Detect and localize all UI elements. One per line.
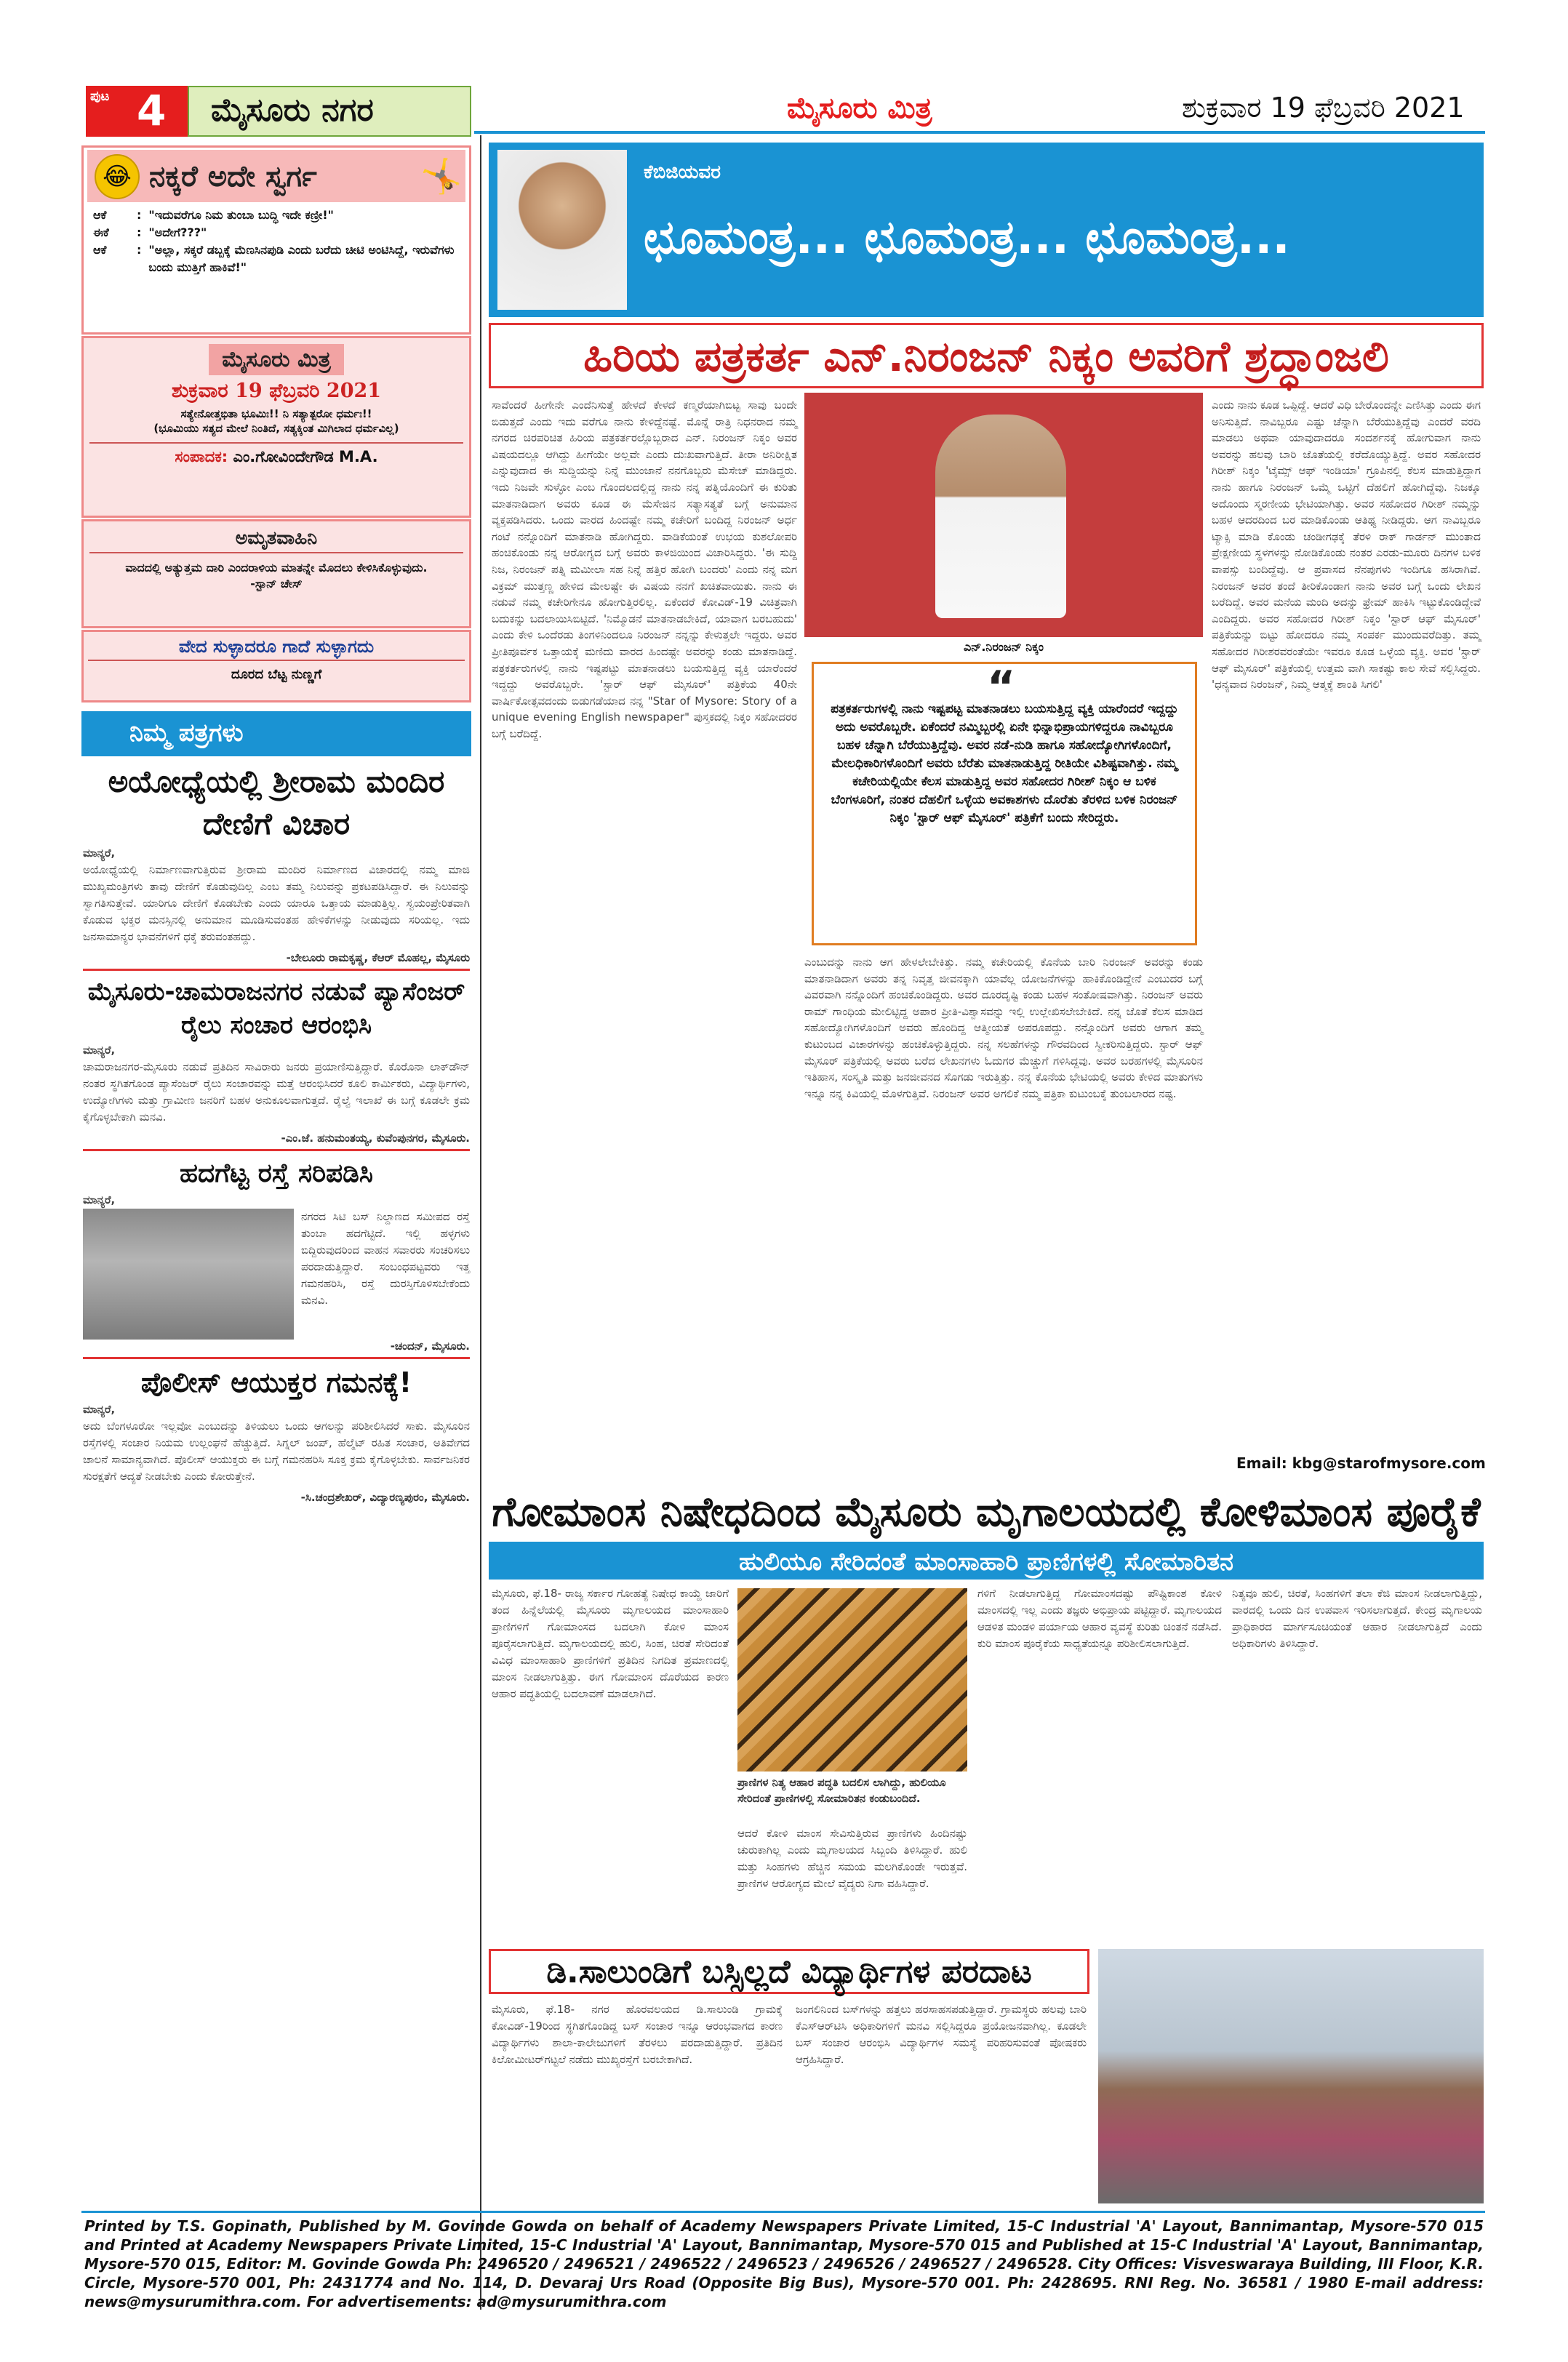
zoo-col-4 [1232, 1585, 1482, 1658]
proverb-text: ದೂರದ ಬೆಟ್ಟ ನುಣ್ಣಗೆ [231, 667, 322, 682]
quote-mark-icon: “ [987, 662, 1016, 713]
masthead-rule [474, 131, 1485, 134]
letter-title: ಹದಗೆಟ್ಟ ರಸ್ತೆ ಸರಿಪಡಿಸಿ [180, 1158, 373, 1188]
letter-road-block [83, 1209, 470, 1340]
letter-body: ನಗರದ ಸಿಟಿ ಬಸ್ ನಿಲ್ದಾಣದ ಸಮೀಪದ ರಸ್ತೆ ತುಂಬಾ ಹದಗೆಟ್ಟಿದೆ. ಇಲ್ಲಿ ಹಳ್ಳಗಳು ಬಿದ್ದಿರುವುದರಿಂದ ವಾಹನ ಸವಾರರು ಸಂಚರಿಸಲು ಪರದಾಡುತ್ತಿದ್ದಾರೆ. ಸಂಬಂಧಪಟ್ಟವರು ಇತ್ತ ಗಮನಹರಿಸಿ, ರಸ್ತೆ ದುರಸ್ತಿಗೊಳಿಸಬೇಕೆಂದು ಮನವಿ. [301, 1210, 470, 1307]
article-text: ನಿತ್ಯವೂ ಹುಲಿ, ಚಿರತೆ, ಸಿಂಹಗಳಿಗೆ ತಲಾ ಕೆಜಿ ಮಾಂಸ ನೀಡಲಾಗುತ್ತಿದ್ದು, ವಾರದಲ್ಲಿ ಒಂದು ದಿನ ಉಪವಾಸ ಇರಿಸಲಾಗುತ್ತದೆ. ಕೇಂದ್ರ ಮೃಗಾಲಯ ಪ್ರಾಧಿಕಾರದ ಮಾರ್ಗಸೂಚಿಯಂತೆ ಆಹಾರ ನೀಡಲಾಗುತ್ತಿದೆ ಎಂದು ಅಧಿಕಾರಿಗಳು ತಿಳಿಸಿದ್ದಾರೆ. [1232, 1587, 1482, 1650]
letters-tab [81, 711, 471, 756]
columnist-byline: ಕೆಬಿಜಿಯವರ [644, 161, 721, 183]
humor-line: ಈಕೆ : "ಅದೇಗೆ???" [93, 225, 207, 239]
amruta-author: -ಸ್ಟಾನ್ ಚೇಸ್ [250, 577, 303, 590]
article-text: ಎಂದು ನಾನು ಕೂಡ ಒಪ್ಪಿದ್ದೆ. ಆದರೆ ವಿಧಿ ಬೇರೊಂದನ್ನೇ ಎಣಿಸಿತ್ತು ಎಂದು ಈಗ ಅನಿಸುತ್ತಿದೆ. ನಾವಿಬ್ಬರೂ ಎಷ್ಟು ಚೆನ್ನಾಗಿ ಬೆರೆಯುತ್ತಿದ್ದೆವು ಎಂದರೆ ವರದಿ ಮಾಡಲು ಅಥವಾ ಯಾವುದಾದರೂ ಸಂದರ್ಶನಕ್ಕೆ ಹೋಗುವಾಗ ನಾನು ಅವರನ್ನು ಹಲವು ಬಾರಿ ಜೊತೆಯಲ್ಲಿ ಕರೆದೊಯ್ಯುತ್ತಿದ್ದೆ. ಅವರ ಸಹೋದರ ಗಿರೀಶ್ ನಿಕ್ಕಂ 'ಟೈಮ್ಸ್ ಆಫ್ ಇಂಡಿಯಾ' ಗ್ರೂಪಿನಲ್ಲಿ ಕೆಲಸ ಮಾಡುತ್ತಿದ್ದಾಗ ನಾನು ಹಾಗೂ ನಿರಂಜನ್ ಒಮ್ಮೆ ಒಟ್ಟಿಗೆ ದೆಹಲಿಗೆ ಹೋಗಿದ್ದೆವು. ನಿಜಕ್ಕೂ ಅದೊಂದು ಸ್ಮರಣೀಯ ಭೇಟಿಯಾಗಿತ್ತು. ಅವರ ಸಹೋದರ ಗಿರೀಶ್ ನಮ್ಮನ್ನು ಬಹಳ ಆದರದಿಂದ ಬರ ಮಾಡಿಕೊಂಡು ಆತಿಥ್ಯ ನೀಡಿದ್ದರು. ಆಗ ನಾವಿಬ್ಬರೂ ಟ್ಯಾಕ್ಸಿ ಮಾಡಿ ಕೊಂಡು ಚಂಡೀಗಢಕ್ಕೆ ತೆರಳಿ ರಾಕ್ ಗಾರ್ಡನ್ ಮುಂತಾದ ಪ್ರೇಕ್ಷಣೀಯ ಸ್ಥಳಗಳನ್ನು ನೋಡಿಕೊಂಡು ನಂತರ ಎರಡು-ಮೂರು ದಿನಗಳ ಬಳಿಕ ವಾಪಸ್ಸು ಬಂದಿದ್ದೆವು. ಆ ಪ್ರವಾಸದ ನೆನಪುಗಳು ಇಂದಿಗೂ ಹಸಿರಾಗಿವೆ. ನಿರಂಜನ್ ಅವರ ತಂದೆ ತೀರಿಕೊಂಡಾಗ ನಾನು ಅವರ ಬಗ್ಗೆ ಒಂದು ಲೇಖನ ಬರೆದಿದ್ದೆ. ಅವರ ಮನೆಯ ಮಂದಿ ಅದನ್ನು ಫ್ರೇಮ್ ಹಾಕಿಸಿ ಇಟ್ಟುಕೊಂಡಿದ್ದೇವೆ ಎಂದಿದ್ದರು. ಅವರ ಸಹೋದರ ಗಿರೀಶ್ ನಿಕ್ಕಂ 'ಸ್ಟಾರ್ ಆಫ್ ಮೈಸೂರ್' ಪತ್ರಿಕೆಯನ್ನು ಬಿಟ್ಟು ಹೋದರೂ ನಮ್ಮ ಸಂಪರ್ಕ ಮುಂದುವರೆದಿತ್ತು. ತಮ್ಮ ಸಹೋದರ ಗಿರೀಶರವರಂತೆಯೇ ಇವರೂ ಕೂಡ ಒಳ್ಳೆಯ ವ್ಯಕ್ತಿ. ಅವರ 'ಸ್ಟಾರ್ ಆಫ್ ಮೈಸೂರ್' ಪತ್ರಿಕೆಯಲ್ಲಿ ಉತ್ತಮ ವಾಗಿ ಸಾಕಷ್ಟು ಕಾಲ ಸೇವೆ ಸಲ್ಲಿಸಿದ್ದರು. 'ಧನ್ಯವಾದ ನಿರಂಜನ್, ನಿಮ್ಮ ಆತ್ಮಕ್ಕೆ ಶಾಂತಿ ಸಿಗಲಿ' [1212, 399, 1481, 692]
pull-quote: ಪತ್ರಕರ್ತರುಗಳಲ್ಲಿ ನಾನು ಇಷ್ಟಪಟ್ಟ ಮಾತನಾಡಲು ಬಯಸುತ್ತಿದ್ದ ವ್ಯಕ್ತಿ ಯಾರೆಂದರೆ ಇದ್ದದ್ದು ಅದು ಅವರೊಬ್ಬರೇ. ಏಕೆಂದರೆ ನಮ್ಮಿಬ್ಬರಲ್ಲಿ ಏನೇ ಭಿನ್ನಾಭಿಪ್ರಾಯಗಳಿದ್ದರೂ ನಾವಿಬ್ಬರೂ ಬಹಳ ಚೆನ್ನಾಗಿ ಬೆರೆಯುತ್ತಿದ್ದೆವು. ಅವರ ನಡೆ-ನುಡಿ ಹಾಗೂ ಸಹೋದ್ಯೋಗಿಗಳೊಂದಿಗೆ, ಮೇಲಧಿಕಾರಿಗಳೊಂದಿಗೆ ಅವರು ಬೆರೆತು ಮಾತನಾಡುತ್ತಿದ್ದ ರೀತಿಯೇ ವಿಶಿಷ್ಟವಾಗಿತ್ತು. ನಮ್ಮ ಕಚೇರಿಯಲ್ಲಿಯೇ ಕೆಲಸ ಮಾಡುತ್ತಿದ್ದ ಅವರ ಸಹೋದರ ಗಿರೀಶ್ ನಿಕ್ಕಂ ಆ ಬಳಿಕ ಬೆಂಗಳೂರಿಗೆ, ನಂತರ ದೆಹಲಿಗೆ ಒಳ್ಳೆಯ ಅವಕಾಶಗಳು ದೊರೆತು ತೆರಳಿದ ಬಳಿಕ ನಿರಂಜನ್ ನಿಕ್ಕಂ 'ಸ್ಟಾರ್ ಆಫ್ ಮೈಸೂರ್' ಪತ್ರಿಕೆಗೆ ಬಂದು ಸೇರಿದ್ದರು. [831, 702, 1178, 825]
article-text: ಮೈಸೂರು, ಫೆ.18- ರಾಜ್ಯ ಸರ್ಕಾರ ಗೋಹತ್ಯೆ ನಿಷೇಧ ಕಾಯ್ದೆ ಜಾರಿಗೆ ತಂದ ಹಿನ್ನೆಲೆಯಲ್ಲಿ ಮೈಸೂರು ಮೃಗಾಲಯದ ಮಾಂಸಾಹಾರಿ ಪ್ರಾಣಿಗಳಿಗೆ ಗೋಮಾಂಸದ ಬದಲಾಗಿ ಕೋಳಿ ಮಾಂಸ ಪೂರೈಸಲಾಗುತ್ತಿದೆ. ಮೃಗಾಲಯದಲ್ಲಿ ಹುಲಿ, ಸಿಂಹ, ಚಿರತೆ ಸೇರಿದಂತೆ ವಿವಿಧ ಮಾಂಸಾಹಾರಿ ಪ್ರಾಣಿಗಳಿಗೆ ಪ್ರತಿದಿನ ನಿಗದಿತ ಪ್ರಮಾಣದಲ್ಲಿ ಮಾಂಸ ನೀಡಲಾಗುತ್ತಿತ್ತು. ಈಗ ಗೋಮಾಂಸ ದೊರೆಯದ ಕಾರಣ ಆಹಾರ ಪದ್ಧತಿಯಲ್ಲಿ ಬದಲಾವಣೆ ಮಾಡಲಾಗಿದೆ. [492, 1587, 729, 1700]
column-text-3 [1212, 397, 1481, 699]
zoo-subhead: ಹುಲಿಯೂ ಸೇರಿದಂತೆ ಮಾಂಸಾಹಾರಿ ಪ್ರಾಣಿಗಳಲ್ಲಿ ಸೋಮಾರಿತನ [738, 1548, 1234, 1577]
letter-title: ಪೊಲೀಸ್ ಆಯುಕ್ತರ ಗಮನಕ್ಕೆ! [140, 1366, 412, 1398]
letter-signature: -ಸಿ.ಚಂದ್ರಶೇಖರ್, ವಿದ್ಯಾರಣ್ಯಪುರಂ, ಮೈಸೂರು. [300, 1491, 470, 1504]
letter-salutation: ಮಾನ್ಯರೆ, [83, 846, 116, 860]
zoo-col-1 [492, 1585, 729, 1708]
columnist-photo [497, 150, 627, 310]
article-text: ಗಳಿಗೆ ನೀಡಲಾಗುತ್ತಿದ್ದ ಗೋಮಾಂಸದಷ್ಟು ಪೌಷ್ಟಿಕಾಂಶ ಕೋಳಿ ಮಾಂಸದಲ್ಲಿ ಇಲ್ಲ ಎಂದು ತಜ್ಞರು ಅಭಿಪ್ರಾಯ ಪಟ್ಟಿದ್ದಾರೆ. ಮೃಗಾಲಯದ ಆಡಳಿತ ಮಂಡಳಿ ಪರ್ಯಾಯ ಆಹಾರ ವ್ಯವಸ್ಥೆ ಕುರಿತು ಚಿಂತನೆ ನಡೆಸಿದೆ. ಕುರಿ ಮಾಂಸ ಪೂರೈಕೆಯ ಸಾಧ್ಯತೆಯನ್ನೂ ಪರಿಶೀಲಿಸಲಾಗುತ್ತಿದೆ. [977, 1587, 1222, 1650]
tiger-photo [737, 1588, 967, 1772]
masthead [0, 0, 1568, 135]
article-text: ಸಾವೆಂದರೆ ಹೀಗೇನೇ ಎಂದೆನಿಸುತ್ತೆ ಹೇಳದೆ ಕೇಳದೆ ಕಣ್ಮರೆಯಾಗಿಬಿಟ್ಟ ಸಾವು ಬಂದೇ ಬಿಡುತ್ತದೆ ಎಂದು ಇದು ವರೆಗೂ ನಾನು ಕೇಳಿದ್ದೆನಷ್ಟೆ. ಮೊನ್ನೆ ರಾತ್ರಿ ನಿಧನರಾದ ನಮ್ಮ ನಗರದ ಚಿರಪರಿಚಿತ ಹಿರಿಯ ಪತ್ರಕರ್ತರಲ್ಲೊಬ್ಬರಾದ ಎನ್. ನಿರಂಜನ್ ನಿಕ್ಕಂ ಅವರ ವಿಷಯದಲ್ಲೂ ಆಗಿದ್ದು ಹೀಗೆಯೇ ಅಲ್ಲವೇ ಎಂದು ದುಃಖವಾಗುತ್ತಿದೆ. ತೀರಾ ಅನಿರೀಕ್ಷಿತ ಎನ್ನುವುದಾದ ಈ ಸುದ್ದಿಯನ್ನು ನಿನ್ನೆ ಮುಂಜಾನೆ ನನಗೊಬ್ಬರು ಮೆಸೇಜ್ ಮಾಡಿದ್ದರು. ಇದು ನಿಜವೇ ಸುಳ್ಳೋ ಎಂಬ ಗೊಂದಲದಲ್ಲಿದ್ದ ನಾನು ನನ್ನ ಪತ್ನಿಯೊಂದಿಗೆ ಈ ಕುರಿತು ಮಾತನಾಡಿದಾಗ ಅವರು ಕೂಡ ಈ ಮೆಸೇಜಿನ ಸತ್ಯಾಸತ್ಯತೆ ಬಗ್ಗೆ ಅನುಮಾನ ವ್ಯಕ್ತಪಡಿಸಿದರು. ಒಂದು ವಾರದ ಹಿಂದಷ್ಟೇ ನಮ್ಮ ಕಚೇರಿಗೆ ಬಂದಿದ್ದ ನಿರಂಜನ್ ಅರ್ಧ ಗಂಟೆ ನನ್ನೊಂದಿಗೆ ಮಾತನಾಡಿ ಹೋಗಿದ್ದರು. ವಾಡಿಕೆಯಂತೆ ಉಭಯ ಕುಶಲೋಪರಿ ಹಂಚಿಕೊಂಡು ನನ್ನ ಆರೋಗ್ಯದ ಬಗ್ಗೆ ಅವರು ಕಾಳಜಿಯಿಂದ ವಿಚಾರಿಸಿದ್ದರು. 'ಈ ಸುದ್ದಿ ನಿಜ, ನಿರಂಜನ್ ಪತ್ನಿ ಮಮೀಲಾ ಸಹ ನಿನ್ನೆ ಹತ್ತಿರ ಹೋಗಿ ಬಂದರು' ಎಂದು ನನ್ನ ಮಗ ವಿಕ್ರಮ್ ಮುತ್ತಣ್ಣ ಹೇಳಿದ ಮೇಲಷ್ಟೇ ಈ ವಿಷಯ ನನಗೆ ಖಚಿತವಾಯಿತು. ನಾನು ಈ ನಡುವೆ ನಮ್ಮ ಕಚೇರಿಗೇನೂ ಹೋಗುತ್ತಿರಲಿಲ್ಲ. ಏಕೆಂದರೆ ಕೋವಿಡ್-19 ವಿಚಿತ್ರವಾಗಿ ಬದುಕನ್ನು ಬದಲಾಯಿಸಿಬಿಟ್ಟಿದೆ. 'ನಿಮ್ಮೊಡನೆ ಮಾತನಾಡಬೇಕಿದೆ, ಯಾವಾಗ ಬರಬಹುದು' ಎಂದು ಕೇಳಿ ಒಂದೆರಡು ತಿಂಗಳಿನಿಂದಲೂ ನಿರಂಜನ್ ನನ್ನನ್ನು ಕೇಳುತ್ತಲೇ ಇದ್ದರು. ಅವರ ಪ್ರೀತಿಪೂರ್ವಕ ಒತ್ತಾಯಕ್ಕೆ ಮಣಿದು ವಾರದ ಹಿಂದಷ್ಟೇ ಅವರನ್ನು ಕಂಡು ಮಾತನಾಡಿದ್ದೆ. ಪತ್ರಕರ್ತರುಗಳಲ್ಲಿ ನಾನು ಇಷ್ಟಪಟ್ಟು ಮಾತನಾಡಲು ಬಯಸುತ್ತಿದ್ದ ವ್ಯಕ್ತಿ ಯಾರೆಂದರೆ ಇದ್ದದ್ದು ಅವರೊಬ್ಬರೇ. 'ಸ್ಟಾರ್ ಆಫ್ ಮೈಸೂರ್' ಪತ್ರಿಕೆಯ 40ನೇ ವಾರ್ಷಿಕೋತ್ಸವದಂದು ಬಿಡುಗಡೆಯಾದ ನನ್ನ "Star of Mysore: Story of a unique evening English newspaper" ಪುಸ್ತಕದಲ್ಲಿ ನಿಕ್ಕಂ ಸಹೋದರರ ಬಗ್ಗೆ ಬರೆದಿದ್ದೆ. [492, 399, 797, 740]
article-text: ಆದರೆ ಕೋಳಿ ಮಾಂಸ ಸೇವಿಸುತ್ತಿರುವ ಪ್ರಾಣಿಗಳು ಹಿಂದಿನಷ್ಟು ಚುರುಕಾಗಿಲ್ಲ ಎಂದು ಮೃಗಾಲಯದ ಸಿಬ್ಬಂದಿ ತಿಳಿಸಿದ್ದಾರೆ. ಹುಲಿ ಮತ್ತು ಸಿಂಹಗಳು ಹೆಚ್ಚಿನ ಸಮಯ ಮಲಗಿಕೊಂಡೇ ಇರುತ್ತವೆ. ಪ್ರಾಣಿಗಳ ಆರೋಗ್ಯದ ಮೇಲೆ ವೈದ್ಯರು ನಿಗಾ ವಹಿಸಿದ್ದಾರೆ. [737, 1827, 967, 1890]
proverb-box [81, 630, 471, 702]
column-email: Email: kbg@starofmysore.com [1236, 1454, 1486, 1472]
editorial-logo: ಮೈಸೂರು ಮಿತ್ರ [209, 344, 344, 375]
editor-line [89, 442, 463, 466]
page-number-box [86, 86, 188, 137]
tiger-caption: ಪ್ರಾಣಿಗಳ ನಿತ್ಯ ಆಹಾರ ಪದ್ಧತಿ ಬದಲಿಸ ಲಾಗಿದ್ದು, ಹುಲಿಯೂ ಸೇರಿದಂತೆ ಪ್ರಾಣಿಗಳಲ್ಲಿ ಸೋಮಾರಿತನ ಕಂಡುಬಂದಿದೆ. [737, 1776, 946, 1805]
laughing-face-icon: 😂 [95, 154, 140, 199]
divider [83, 1357, 470, 1359]
letters-column [83, 761, 470, 1504]
letters-tab-label: ನಿಮ್ಮ ಪತ್ರಗಳು [129, 718, 244, 748]
letter-title: ಮೈಸೂರು-ಚಾಮರಾಜನಗರ ನಡುವೆ ಪ್ಯಾಸೆಂಜರ್ ರೈಲು ಸಂಚಾರ ಆರಂಭಿಸಿ [87, 977, 465, 1040]
letter-body: ಅದು ಬೆಂಗಳೂರೋ ಇಲ್ಲವೋ ಎಂಬುದನ್ನು ತಿಳಿಯಲು ಒಂದು ಆಗಲನ್ನು ಪರಿಶೀಲಿಸಿದರೆ ಸಾಕು. ಮೈಸೂರಿನ ರಸ್ತೆಗಳಲ್ಲಿ ಸಂಚಾರ ನಿಯಮ ಉಲ್ಲಂಘನೆ ಹೆಚ್ಚುತ್ತಿದೆ. ಸಿಗ್ನಲ್ ಜಂಪ್, ಹೆಲ್ಮೆಟ್ ರಹಿತ ಸಂಚಾರ, ಅತಿವೇಗದ ಚಾಲನೆ ಸಾಮಾನ್ಯವಾಗಿದೆ. ಪೊಲೀಸ್ ಆಯುಕ್ತರು ಈ ಬಗ್ಗೆ ಗಮನಹರಿಸಿ ಸೂಕ್ತ ಕ್ರಮ ಕೈಗೊಳ್ಳಬೇಕು. ಸಾರ್ವಜನಿಕರ ಸುರಕ್ಷತೆಗೆ ಆದ್ಯತೆ ನೀಡಬೇಕು ಎಂದು ಕೋರುತ್ತೇನೆ. [83, 1420, 470, 1483]
cartoon-figure-icon: 🤸 [420, 156, 463, 196]
subject-photo-face [935, 415, 1066, 618]
column-headline: ಹಿರಿಯ ಪತ್ರಕರ್ತ ಎನ್.ನಿರಂಜನ್ ನಿಕ್ಕಂ ಅವರಿಗೆ ಶ್ರದ್ಧಾಂಜಲಿ [583, 332, 1389, 381]
humor-title: ನಕ್ಕರೆ ಅದೇ ಸ್ವರ್ಗ [149, 160, 317, 193]
divider [83, 1149, 470, 1151]
subject-photo [804, 393, 1203, 637]
column-rule [480, 135, 481, 2310]
footer-rule [81, 2211, 1485, 2213]
page-number: 4 [137, 86, 167, 135]
editorial-motto-meaning: (ಭೂಮಿಯು ಸತ್ಯದ ಮೇಲೆ ನಿಂತಿದೆ, ಸತ್ಯಕ್ಕಿಂತ ಮಿಗಿಲಾದ ಧರ್ಮವಿಲ್ಲ) [153, 422, 399, 435]
editorial-date: ಶುಕ್ರವಾರ 19 ಫೆಬ್ರವರಿ 2021 [171, 380, 382, 402]
article-text: ಜಂಗಲಿನಿಂದ ಬಸ್‌ಗಳನ್ನು ಹತ್ತಲು ಹರಸಾಹಸಪಡುತ್ತಿದ್ದಾರೆ. ಗ್ರಾಮಸ್ಥರು ಹಲವು ಬಾರಿ ಕೆಎಸ್‌ಆರ್‌ಟಿಸಿ ಅಧಿಕಾರಿಗಳಿಗೆ ಮನವಿ ಸಲ್ಲಿಸಿದ್ದರೂ ಪ್ರಯೋಜನವಾಗಿಲ್ಲ. ಕೂಡಲೇ ಬಸ್ ಸಂಚಾರ ಆರಂಭಿಸಿ ವಿದ್ಯಾರ್ಥಿಗಳ ಸಮಸ್ಯೆ ಪರಿಹರಿಸುವಂತೆ ಪೋಷಕರು ಆಗ್ರಹಿಸಿದ್ದಾರೆ. [796, 2003, 1087, 2066]
letter-signature: -ಎಂ.ಜೆ. ಹನುಮಂತಯ್ಯ, ಕುವೆಂಪುನಗರ, ಮೈಸೂರು. [281, 1132, 470, 1145]
zoo-col-2 [737, 1825, 967, 1898]
letter-signature: -ಬೇಲೂರು ರಾಮಕೃಷ್ಣ, ಕೆಆರ್ ಮೊಹಲ್ಲ, ಮೈಸೂರು [286, 951, 470, 964]
letter-signature: -ಚಂದನ್, ಮೈಸೂರು. [390, 1340, 470, 1353]
letter-salutation: ಮಾನ್ಯರೆ, [83, 1403, 116, 1416]
letter-title: ಅಯೋಧ್ಯೆಯಲ್ಲಿ ಶ್ರೀರಾಮ ಮಂದಿರ ದೇಣಿಗೆ ವಿಚಾರ [108, 764, 445, 841]
editorial-motto: ಸತ್ಯೇನೋತ್ತಭಿತಾ ಭೂಮಿಃ!! ನಿ ಸತ್ಯಾತ್ಪರೋ ಧರ್ಮಃ!! [180, 407, 372, 420]
column-text-1 [492, 397, 797, 748]
imprint: Printed by T.S. Gopinath, Published by M. Govinde Gowda on behalf of Academy Newspapers Private Limited, 15-C Industrial 'A' Layout, Bannimantap, Mysore-570 015 and Printed at Academy Newspapers Private Limited, 15-C Industrial 'A' Layout, Bannimantap, Mysore-570 015 and Published at 15-C Industrial 'A' Layout, Bannimantap, Mysore-570 015, Editor: M. Govinde Gowda Ph: 2496520 / 2496521 / 2496522 / 2496523 / 2496526 / 2496527 / 2496528. City Offices: Visveswaraya Building, III Floor, K.R. Circle, Mysore-570 001, Ph: 2431774 and No. 114, D. Devaraj Urs Road (Opposite Big Bus), Mysore-570 001. Ph: 2428695. RNI Reg. No. 36581 / 1980 E-mail address: news@mysurumithra.com. For advertisements: ad@mysurumithra.com [84, 2217, 1484, 2310]
amruta-text: ವಾದದಲ್ಲಿ ಅತ್ಯುತ್ತಮ ದಾರಿ ಎಂದರಾಳಿಯ ಮಾತನ್ನೇ ಮೊದಲು ಕೇಳಿಸಿಕೊಳ್ಳುವುದು. [125, 561, 428, 575]
editor-name: ಎಂ.ಗೋವಿಂದೇಗೌಡ M.A. [233, 448, 378, 465]
zoo-headline: ಗೋಮಾಂಸ ನಿಷೇಧದಿಂದ ಮೈಸೂರು ಮೃಗಾಲಯದಲ್ಲಿ ಕೋಳಿಮಾಂಸ ಪೂರೈಕೆ [492, 1489, 1481, 1536]
road-photo [83, 1209, 294, 1340]
amruta-title: ಅಮೃತವಾಹಿನಿ [89, 527, 463, 553]
humor-line: ಆಕೆ : "ಇದುವರೆಗೂ ನಿಮ ತುಂಬಾ ಬುದ್ಧಿ ಇದೇ ಕಣ್ರೀ!" [93, 208, 335, 222]
divider [83, 969, 470, 971]
proverb-title: ವೇದ ಸುಳ್ಳಾದರೂ ಗಾದೆ ಸುಳ್ಳಾಗದು [88, 636, 465, 661]
bus-col-1 [492, 2001, 783, 2074]
article-text: ಎಂಬುದನ್ನು ನಾನು ಆಗ ಹೇಳಲೇಬೇಕಿತ್ತು. ನಮ್ಮ ಕಚೇರಿಯಲ್ಲಿ ಕೊನೆಯ ಬಾರಿ ನಿರಂಜನ್ ಅವರನ್ನು ಕಂಡು ಮಾತನಾಡಿದಾಗ ಅವರು ತನ್ನ ನಿವೃತ್ತ ಜೀವನಕ್ಕಾಗಿ ಯಾವೆಲ್ಲ ಯೋಜನೆಗಳನ್ನು ಹಾಕಿಕೊಂಡಿದ್ದೇನೆ ಎಂಬುದರ ಬಗ್ಗೆ ವಿವರವಾಗಿ ನನ್ನೊಂದಿಗೆ ಹಂಚಿಕೊಂಡಿದ್ದರು. ಅವರ ದೂರದೃಷ್ಟಿ ಕಂಡು ಬಹಳ ಸಂತೋಷವಾಗಿತ್ತು. ನಿರಂಜನ್ ಅವರು ರಾಮ್ ಗಾಂಧಿಯ ಮೇಲಿಟ್ಟಿದ್ದ ಅಪಾರ ಪ್ರೀತಿ-ವಿಶ್ವಾಸವನ್ನು ಇಲ್ಲಿ ಉಲ್ಲೇಖಿಸಲೇಬೇಕಿದೆ. ನನ್ನ ಜೊತೆ ಕೆಲಸ ಮಾಡಿದ ಸಹೋದ್ಯೋಗಿಗಳೊಂದಿಗೆ ಅವರು ಹೊಂದಿದ್ದ ಆತ್ಮೀಯತೆ ಅಪರೂಪದ್ದು. ನನ್ನೊಂದಿಗೆ ಅವರು ಆಗಾಗ ತಮ್ಮ ಕುಟುಂಬದ ವಿಚಾರಗಳನ್ನು ಹಂಚಿಕೊಳ್ಳುತ್ತಿದ್ದರು. ನನ್ನ ಸಲಹೆಗಳನ್ನು ಗೌರವದಿಂದ ಸ್ವೀಕರಿಸುತ್ತಿದ್ದರು. ಸ್ಟಾರ್ ಆಫ್ ಮೈಸೂರ್ ಪತ್ರಿಕೆಯಲ್ಲಿ ಅವರು ಬರೆದ ಲೇಖನಗಳು ಓದುಗರ ಮೆಚ್ಚುಗೆ ಗಳಿಸಿದ್ದವು. ಅವರ ಬರಹಗಳಲ್ಲಿ ಮೈಸೂರಿನ ಇತಿಹಾಸ, ಸಂಸ್ಕೃತಿ ಮತ್ತು ಜನಜೀವನದ ಸೊಗಡು ಇರುತ್ತಿತ್ತು. ನನ್ನ ಕೊನೆಯ ಭೇಟಿಯಲ್ಲಿ ಅವರು ಕೇಳಿದ ಮಾತುಗಳು ಇನ್ನೂ ನನ್ನ ಕಿವಿಯಲ್ಲಿ ಮೊಳಗುತ್ತಿವೆ. ನಿರಂಜನ್ ಅವರ ಅಗಲಿಕೆ ನಮ್ಮ ಪತ್ರಿಕಾ ಕುಟುಂಬಕ್ಕೆ ತುಂಬಲಾರದ ನಷ್ಟ. [804, 956, 1203, 1100]
letter-body: ಚಾಮರಾಜನಗರ-ಮೈಸೂರು ನಡುವೆ ಪ್ರತಿದಿನ ಸಾವಿರಾರು ಜನರು ಪ್ರಯಾಣಿಸುತ್ತಿದ್ದಾರೆ. ಕೊರೊನಾ ಲಾಕ್‌ಡೌನ್ ನಂತರ ಸ್ಥಗಿತಗೊಂಡ ಪ್ಯಾಸೆಂಜರ್ ರೈಲು ಸಂಚಾರವನ್ನು ಮತ್ತೆ ಆರಂಭಿಸಿದರೆ ಕೂಲಿ ಕಾರ್ಮಿಕರು, ವಿದ್ಯಾರ್ಥಿಗಳು, ಉದ್ಯೋಗಿಗಳು ಮತ್ತು ಗ್ರಾಮೀಣ ಜನರಿಗೆ ಬಹಳ ಅನುಕೂಲವಾಗುತ್ತದೆ. ರೈಲ್ವೆ ಇಲಾಖೆ ಈ ಬಗ್ಗೆ ಕೂಡಲೇ ಕ್ರಮ ಕೈಗೊಳ್ಳಬೇಕಾಗಿ ಮನವಿ. [83, 1060, 470, 1124]
paper-logo: ಮೈಸೂರು ಮಿತ್ರ [787, 92, 932, 125]
students-bus-photo [1098, 1949, 1484, 2203]
column-text-2 [804, 954, 1203, 1108]
pull-quote-box [812, 662, 1197, 945]
masthead-date: ಶುಕ್ರವಾರ 19 ಫೆಬ್ರವರಿ 2021 [1182, 92, 1465, 124]
humor-lines [93, 207, 460, 276]
bus-headline: ಡಿ.ಸಾಲುಂಡಿಗೆ ಬಸ್ಸಿಲ್ಲದೆ ವಿದ್ಯಾರ್ಥಿಗಳ ಪರದಾಟ [546, 1953, 1032, 1990]
editorial-box [81, 336, 471, 518]
humor-line: ಆಕೆ : "ಅಲ್ಲಾ, ಸಕ್ಕರೆ ಡಬ್ಬಕ್ಕೆ ಮೆಣಸಿನಪುಡಿ ಎಂದು ಬರೆದು ಚೀಟಿ ಅಂಟಿಸಿದ್ದೆ, ಇರುವೆಗಳು ಬಂದು ಮುತ್ತಿಗೆ ಹಾಕಿವೆ!" [93, 243, 455, 274]
column-name: ಛೂಮಂತ್ರ... ಛೂಮಂತ್ರ... ಛೂಮಂತ್ರ... [644, 211, 1290, 265]
photo-caption: ಎನ್.ನಿರಂಜನ್ ನಿಕ್ಕಂ [964, 640, 1044, 654]
zoo-col-3 [977, 1585, 1222, 1658]
letter-salutation: ಮಾನ್ಯರೆ, [83, 1193, 116, 1206]
letter-body: ಅಯೋಧ್ಯೆಯಲ್ಲಿ ನಿರ್ಮಾಣವಾಗುತ್ತಿರುವ ಶ್ರೀರಾಮ ಮಂದಿರ ನಿರ್ಮಾಣದ ವಿಚಾರದಲ್ಲಿ ನಮ್ಮ ಮಾಜಿ ಮುಖ್ಯಮಂತ್ರಿಗಳು ತಾವು ದೇಣಿಗೆ ಕೊಡುವುದಿಲ್ಲ ಎಂಬ ತಮ್ಮ ನಿಲುವನ್ನು ಪ್ರಕಟಪಡಿಸಿದ್ದಾರೆ. ಈ ನಿಲುವನ್ನು ಸ್ವಾಗತಿಸುತ್ತೇವೆ. ಯಾರಿಗೂ ದೇಣಿಗೆ ಕೊಡಬೇಕು ಎಂದು ಯಾರೂ ಒತ್ತಾಯ ಮಾಡುತ್ತಿಲ್ಲ. ಸ್ವಯಂಪ್ರೇರಿತವಾಗಿ ಕೊಡುವ ಭಕ್ತರ ಮನಸ್ಸಿನಲ್ಲಿ ಅನುಮಾನ ಮೂಡಿಸುವಂತಹ ಹೇಳಿಕೆಗಳನ್ನು ನೀಡುವುದು ಸರಿಯಲ್ಲ. ಇದು ಜನಸಾಮಾನ್ಯರ ಭಾವನೆಗಳಿಗೆ ಧಕ್ಕೆ ತರುವಂತಹದ್ದು. [83, 863, 470, 943]
bus-col-2 [796, 2001, 1087, 2074]
section-name: ಮೈಸೂರು ನಗರ [211, 92, 374, 129]
editor-label: ಸಂಪಾದಕ: [175, 448, 228, 465]
amruta-box [81, 519, 471, 628]
page-word: ಪುಟ [90, 89, 110, 104]
letter-salutation: ಮಾನ್ಯರೆ, [83, 1044, 116, 1057]
article-text: ಮೈಸೂರು, ಫೆ.18- ನಗರ ಹೊರವಲಯದ ಡಿ.ಸಾಲುಂಡಿ ಗ್ರಾಮಕ್ಕೆ ಕೋವಿಡ್-19ರಿಂದ ಸ್ಥಗಿತಗೊಂಡಿದ್ದ ಬಸ್ ಸಂಚಾರ ಇನ್ನೂ ಆರಂಭವಾಗದ ಕಾರಣ ವಿದ್ಯಾರ್ಥಿಗಳು ಶಾಲಾ-ಕಾಲೇಜುಗಳಿಗೆ ತೆರಳಲು ಪರದಾಡುತ್ತಿದ್ದಾರೆ. ಪ್ರತಿದಿನ ಕಿಲೋಮೀಟರ್‌ಗಟ್ಟಲೆ ನಡೆದು ಮುಖ್ಯರಸ್ತೆಗೆ ಬರಬೇಕಾಗಿದೆ. [492, 2003, 783, 2066]
